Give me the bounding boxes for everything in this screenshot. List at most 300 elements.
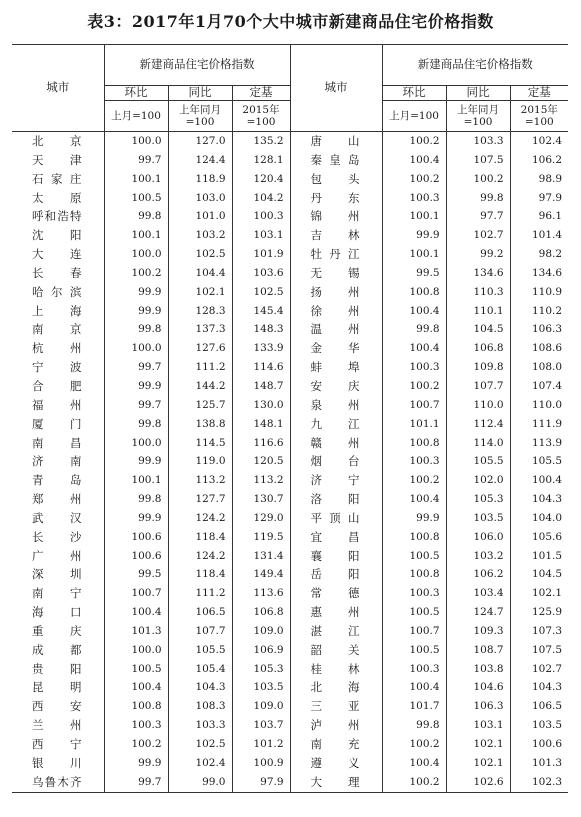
table-row [12, 151, 568, 170]
mom-value-right: 100.7 [382, 396, 446, 415]
yoy-value-right: 99.2 [446, 245, 510, 264]
table-row [12, 622, 568, 641]
fixed-value-right: 107.4 [510, 377, 568, 396]
table-row [12, 678, 568, 697]
yoy-value-left: 128.3 [168, 302, 232, 321]
table-row [12, 584, 568, 603]
fixed-value-left: 129.0 [232, 509, 290, 528]
index-group-header-right: 新建商品住宅价格指数 [382, 45, 568, 86]
fixed-header-left: 定基 [232, 86, 290, 101]
yoy-value-left: 111.2 [168, 584, 232, 603]
fixed-value-right: 103.5 [510, 716, 568, 735]
table-body [12, 132, 568, 793]
fixed-value-left: 109.0 [232, 622, 290, 641]
mom-value-left: 99.8 [104, 415, 168, 434]
yoy-value-right: 103.4 [446, 584, 510, 603]
yoy-value-left: 108.3 [168, 697, 232, 716]
yoy-value-right: 112.4 [446, 415, 510, 434]
yoy-value-left: 124.2 [168, 509, 232, 528]
table-row [12, 660, 568, 679]
city-name-left: 重庆 [32, 623, 82, 638]
yoy-value-right: 110.3 [446, 283, 510, 302]
fixed-value-right: 104.3 [510, 678, 568, 697]
mom-base-right: 上月=100 [382, 101, 446, 132]
fixed-value-right: 102.3 [510, 773, 568, 792]
city-name-left: 西安 [32, 699, 82, 714]
yoy-value-left: 103.2 [168, 226, 232, 245]
city-name-right: 韶关 [290, 641, 382, 660]
table-row [12, 415, 568, 434]
table-title: 表3：2017年1月70个大中城市新建商品住宅价格指数 [87, 12, 494, 31]
mom-value-right: 100.3 [382, 358, 446, 377]
mom-value-left: 100.7 [104, 584, 168, 603]
city-name-right: 丹东 [290, 189, 382, 208]
mom-value-left: 100.5 [104, 189, 168, 208]
mom-value-right: 101.1 [382, 415, 446, 434]
fixed-value-left: 116.6 [232, 434, 290, 453]
city-name-right: 牡丹江 [290, 245, 382, 264]
city-name-right: 秦皇岛 [290, 151, 382, 170]
mom-value-left: 100.3 [104, 716, 168, 735]
city-name-left: 哈尔滨 [32, 284, 82, 299]
mom-value-right: 100.4 [382, 678, 446, 697]
yoy-value-left: 127.7 [168, 490, 232, 509]
fixed-value-right: 101.5 [510, 547, 568, 566]
fixed-base-right: 2015年=100 [510, 101, 568, 132]
city-name-left: 厦门 [32, 416, 82, 431]
table-row [12, 339, 568, 358]
mom-value-left: 100.1 [104, 170, 168, 189]
table-row [12, 735, 568, 754]
fixed-value-right: 102.1 [510, 584, 568, 603]
yoy-value-right: 104.5 [446, 320, 510, 339]
mom-value-left: 99.9 [104, 302, 168, 321]
fixed-value-right: 100.6 [510, 735, 568, 754]
city-header-left: 城市 [12, 45, 104, 132]
table-row [12, 547, 568, 566]
yoy-header-right: 同比 [446, 86, 510, 101]
yoy-value-right: 106.2 [446, 565, 510, 584]
mom-value-right: 100.8 [382, 528, 446, 547]
city-name-right: 惠州 [290, 603, 382, 622]
yoy-value-right: 102.6 [446, 773, 510, 792]
yoy-value-left: 99.0 [168, 773, 232, 792]
city-name-right: 锦州 [290, 207, 382, 226]
fixed-value-right: 101.4 [510, 226, 568, 245]
fixed-value-right: 106.2 [510, 151, 568, 170]
mom-value-right: 100.5 [382, 547, 446, 566]
mom-value-left: 99.8 [104, 320, 168, 339]
fixed-value-left: 120.5 [232, 452, 290, 471]
table-row [12, 189, 568, 208]
yoy-value-left: 105.4 [168, 660, 232, 679]
fixed-value-left: 131.4 [232, 547, 290, 566]
yoy-value-right: 110.1 [446, 302, 510, 321]
city-name-left: 石家庄 [32, 171, 82, 186]
mom-value-left: 100.0 [104, 339, 168, 358]
yoy-header-left: 同比 [168, 86, 232, 101]
city-name-left: 上海 [32, 303, 82, 318]
city-name-right: 安庆 [290, 377, 382, 396]
fixed-value-right: 100.4 [510, 471, 568, 490]
yoy-value-left: 102.5 [168, 735, 232, 754]
mom-value-left: 100.1 [104, 226, 168, 245]
city-name-right: 无锡 [290, 264, 382, 283]
mom-value-left: 99.7 [104, 396, 168, 415]
fixed-value-left: 113.2 [232, 471, 290, 490]
city-name-right: 温州 [290, 320, 382, 339]
yoy-value-right: 107.7 [446, 377, 510, 396]
yoy-value-left: 111.2 [168, 358, 232, 377]
city-name-right: 襄阳 [290, 547, 382, 566]
city-name-right: 金华 [290, 339, 382, 358]
table-row [12, 565, 568, 584]
mom-value-left: 99.7 [104, 358, 168, 377]
table-row [12, 132, 568, 151]
city-name-left: 呼和浩特 [32, 209, 82, 224]
table-row [12, 320, 568, 339]
fixed-value-right: 105.5 [510, 452, 568, 471]
price-index-table [12, 44, 568, 793]
fixed-header-right: 定基 [510, 86, 568, 101]
yoy-value-right: 97.7 [446, 207, 510, 226]
city-name-right: 湛江 [290, 622, 382, 641]
city-name-left: 昆明 [32, 680, 82, 695]
fixed-value-right: 110.0 [510, 396, 568, 415]
mom-value-left: 100.8 [104, 697, 168, 716]
fixed-value-left: 120.4 [232, 170, 290, 189]
yoy-value-right: 102.1 [446, 754, 510, 773]
yoy-value-right: 99.8 [446, 189, 510, 208]
city-name-left: 南昌 [32, 435, 82, 450]
yoy-value-left: 101.0 [168, 207, 232, 226]
yoy-value-right: 105.5 [446, 452, 510, 471]
city-name-right: 泉州 [290, 396, 382, 415]
mom-value-left: 99.9 [104, 452, 168, 471]
city-name-left: 成都 [32, 642, 82, 657]
table-row [12, 264, 568, 283]
yoy-value-left: 127.6 [168, 339, 232, 358]
city-name-right: 遵义 [290, 754, 382, 773]
yoy-value-right: 106.8 [446, 339, 510, 358]
fixed-value-right: 102.7 [510, 660, 568, 679]
city-name-right: 赣州 [290, 434, 382, 453]
table-row [12, 754, 568, 773]
yoy-value-left: 104.4 [168, 264, 232, 283]
mom-header-left: 环比 [104, 86, 168, 101]
yoy-value-left: 107.7 [168, 622, 232, 641]
city-name-left: 北京 [32, 134, 82, 148]
mom-value-left: 99.5 [104, 565, 168, 584]
city-name-left: 西宁 [32, 737, 82, 751]
fixed-value-right: 96.1 [510, 207, 568, 226]
city-name-left: 长春 [32, 265, 82, 280]
mom-value-left: 99.9 [104, 509, 168, 528]
fixed-value-right: 102.4 [510, 132, 568, 151]
mom-value-right: 100.8 [382, 434, 446, 453]
fixed-value-left: 103.6 [232, 264, 290, 283]
mom-value-left: 100.1 [104, 471, 168, 490]
mom-value-right: 99.8 [382, 320, 446, 339]
yoy-value-right: 108.7 [446, 641, 510, 660]
city-name-left: 太原 [32, 190, 82, 205]
yoy-value-left: 102.5 [168, 245, 232, 264]
city-name-left: 福州 [32, 397, 82, 412]
fixed-value-left: 106.9 [232, 641, 290, 660]
fixed-value-right: 105.6 [510, 528, 568, 547]
city-name-left: 天津 [32, 152, 82, 167]
table-header [12, 45, 568, 132]
yoy-value-left: 138.8 [168, 415, 232, 434]
mom-value-right: 100.3 [382, 452, 446, 471]
fixed-value-right: 108.6 [510, 339, 568, 358]
city-name-right: 蚌埠 [290, 358, 382, 377]
fixed-value-right: 110.2 [510, 302, 568, 321]
yoy-value-left: 102.4 [168, 754, 232, 773]
table-row [12, 283, 568, 302]
fixed-value-left: 102.5 [232, 283, 290, 302]
fixed-value-left: 119.5 [232, 528, 290, 547]
yoy-value-left: 114.5 [168, 434, 232, 453]
table-row [12, 452, 568, 471]
yoy-value-right: 134.6 [446, 264, 510, 283]
fixed-value-right: 107.3 [510, 622, 568, 641]
fixed-value-left: 100.9 [232, 754, 290, 773]
table-row [12, 396, 568, 415]
city-name-left: 兰州 [32, 718, 82, 733]
city-name-left: 郑州 [32, 492, 82, 507]
mom-value-left: 99.8 [104, 207, 168, 226]
yoy-value-left: 104.3 [168, 678, 232, 697]
city-name-right: 济宁 [290, 471, 382, 490]
city-name-left: 南京 [32, 322, 82, 337]
city-name-right: 洛阳 [290, 490, 382, 509]
fixed-value-left: 145.4 [232, 302, 290, 321]
yoy-value-left: 144.2 [168, 377, 232, 396]
yoy-value-right: 124.7 [446, 603, 510, 622]
fixed-base-left: 2015年=100 [232, 101, 290, 132]
city-name-left: 海口 [32, 605, 82, 620]
city-name-left: 乌鲁木齐 [12, 773, 104, 792]
fixed-value-right: 104.3 [510, 490, 568, 509]
yoy-value-right: 102.1 [446, 735, 510, 754]
index-group-header-left: 新建商品住宅价格指数 [104, 45, 290, 86]
yoy-value-left: 118.9 [168, 170, 232, 189]
yoy-value-left: 103.0 [168, 189, 232, 208]
mom-value-right: 100.2 [382, 773, 446, 792]
mom-value-left: 100.6 [104, 547, 168, 566]
yoy-value-right: 103.1 [446, 716, 510, 735]
mom-value-left: 99.7 [104, 151, 168, 170]
mom-value-left: 100.2 [104, 735, 168, 754]
yoy-value-right: 100.2 [446, 170, 510, 189]
fixed-value-right: 111.9 [510, 415, 568, 434]
yoy-value-right: 103.3 [446, 132, 510, 151]
mom-value-right: 100.4 [382, 151, 446, 170]
mom-value-right: 100.2 [382, 132, 446, 151]
fixed-value-right: 134.6 [510, 264, 568, 283]
yoy-value-left: 124.2 [168, 547, 232, 566]
table-row [12, 490, 568, 509]
mom-value-right: 99.9 [382, 509, 446, 528]
fixed-value-left: 106.8 [232, 603, 290, 622]
fixed-value-left: 148.1 [232, 415, 290, 434]
yoy-base-right: 上年同月=100 [446, 101, 510, 132]
fixed-value-left: 97.9 [232, 773, 290, 792]
fixed-value-right: 110.9 [510, 283, 568, 302]
mom-value-left: 99.7 [104, 773, 168, 792]
yoy-value-left: 118.4 [168, 528, 232, 547]
table-row [12, 302, 568, 321]
city-name-left: 贵阳 [32, 661, 82, 676]
fixed-value-right: 101.3 [510, 754, 568, 773]
fixed-value-right: 107.5 [510, 641, 568, 660]
mom-value-left: 100.5 [104, 660, 168, 679]
mom-value-left: 99.9 [104, 754, 168, 773]
table-row [12, 528, 568, 547]
yoy-value-right: 104.6 [446, 678, 510, 697]
fixed-value-left: 149.4 [232, 565, 290, 584]
fixed-value-right: 113.9 [510, 434, 568, 453]
mom-base-left: 上月=100 [104, 101, 168, 132]
fixed-value-right: 106.5 [510, 697, 568, 716]
fixed-value-left: 135.2 [232, 132, 290, 151]
fixed-value-left: 105.3 [232, 660, 290, 679]
table-row [12, 358, 568, 377]
yoy-value-left: 124.4 [168, 151, 232, 170]
city-name-right: 平顶山 [290, 509, 382, 528]
yoy-value-right: 107.5 [446, 151, 510, 170]
mom-value-right: 100.2 [382, 377, 446, 396]
city-name-left: 青岛 [32, 473, 82, 488]
yoy-value-left: 105.5 [168, 641, 232, 660]
fixed-value-left: 101.9 [232, 245, 290, 264]
city-name-left: 宁波 [32, 360, 82, 375]
table-row [12, 641, 568, 660]
fixed-value-right: 98.2 [510, 245, 568, 264]
mom-value-left: 99.9 [104, 283, 168, 302]
city-name-right: 吉林 [290, 226, 382, 245]
table-row [12, 207, 568, 226]
city-name-right: 大理 [290, 773, 382, 792]
table-row [12, 170, 568, 189]
fixed-value-left: 103.7 [232, 716, 290, 735]
fixed-value-left: 114.6 [232, 358, 290, 377]
mom-value-left: 100.4 [104, 603, 168, 622]
mom-header-right: 环比 [382, 86, 446, 101]
city-name-right: 常德 [290, 584, 382, 603]
yoy-value-right: 109.8 [446, 358, 510, 377]
fixed-value-left: 101.2 [232, 735, 290, 754]
fixed-value-left: 148.3 [232, 320, 290, 339]
yoy-value-left: 125.7 [168, 396, 232, 415]
mom-value-right: 99.9 [382, 226, 446, 245]
fixed-value-left: 130.7 [232, 490, 290, 509]
yoy-value-right: 106.0 [446, 528, 510, 547]
city-name-right: 三亚 [290, 697, 382, 716]
mom-value-left: 99.9 [104, 377, 168, 396]
mom-value-right: 100.7 [382, 622, 446, 641]
mom-value-right: 100.3 [382, 189, 446, 208]
yoy-value-left: 137.3 [168, 320, 232, 339]
yoy-value-right: 109.3 [446, 622, 510, 641]
city-name-left: 深圳 [32, 567, 82, 582]
fixed-value-left: 100.3 [232, 207, 290, 226]
mom-value-left: 100.2 [104, 264, 168, 283]
yoy-value-left: 118.4 [168, 565, 232, 584]
city-name-right: 包头 [290, 170, 382, 189]
mom-value-right: 100.4 [382, 339, 446, 358]
city-name-left: 银川 [32, 755, 82, 770]
table-row [12, 434, 568, 453]
mom-value-left: 100.0 [104, 132, 168, 151]
fixed-value-right: 108.0 [510, 358, 568, 377]
table-row [12, 697, 568, 716]
fixed-value-right: 106.3 [510, 320, 568, 339]
fixed-value-right: 104.0 [510, 509, 568, 528]
city-name-right: 烟台 [290, 452, 382, 471]
yoy-value-right: 103.8 [446, 660, 510, 679]
city-name-right: 南充 [290, 735, 382, 754]
mom-value-left: 100.0 [104, 434, 168, 453]
yoy-value-left: 127.0 [168, 132, 232, 151]
city-name-right: 宜昌 [290, 528, 382, 547]
city-name-right: 唐山 [290, 132, 382, 151]
mom-value-left: 100.0 [104, 245, 168, 264]
fixed-value-left: 148.7 [232, 377, 290, 396]
city-name-left: 杭州 [32, 341, 82, 356]
mom-value-right: 101.7 [382, 697, 446, 716]
mom-value-right: 100.4 [382, 754, 446, 773]
city-name-right: 北海 [290, 678, 382, 697]
fixed-value-left: 130.0 [232, 396, 290, 415]
mom-value-right: 100.4 [382, 490, 446, 509]
mom-value-right: 100.8 [382, 565, 446, 584]
yoy-value-right: 102.7 [446, 226, 510, 245]
table-row [12, 226, 568, 245]
fixed-value-left: 103.5 [232, 678, 290, 697]
fixed-value-left: 133.9 [232, 339, 290, 358]
mom-value-left: 101.3 [104, 622, 168, 641]
mom-value-right: 99.8 [382, 716, 446, 735]
yoy-value-right: 114.0 [446, 434, 510, 453]
mom-value-left: 100.4 [104, 678, 168, 697]
fixed-value-right: 98.9 [510, 170, 568, 189]
yoy-value-right: 103.5 [446, 509, 510, 528]
yoy-value-left: 106.5 [168, 603, 232, 622]
city-name-right: 岳阳 [290, 565, 382, 584]
yoy-value-left: 102.1 [168, 283, 232, 302]
city-name-left: 大连 [32, 247, 82, 262]
city-name-left: 济南 [32, 454, 82, 469]
fixed-value-left: 128.1 [232, 151, 290, 170]
mom-value-right: 100.2 [382, 471, 446, 490]
yoy-value-right: 105.3 [446, 490, 510, 509]
fixed-value-left: 103.1 [232, 226, 290, 245]
city-name-left: 武汉 [32, 510, 82, 525]
city-name-left: 合肥 [32, 378, 82, 393]
yoy-value-right: 106.3 [446, 697, 510, 716]
city-name-right: 扬州 [290, 283, 382, 302]
yoy-value-left: 119.0 [168, 452, 232, 471]
city-header-right: 城市 [290, 45, 382, 132]
mom-value-right: 100.3 [382, 584, 446, 603]
city-name-left: 广州 [32, 548, 82, 563]
mom-value-right: 100.3 [382, 660, 446, 679]
city-name-right: 九江 [290, 415, 382, 434]
table-row [12, 377, 568, 396]
table-row [12, 509, 568, 528]
